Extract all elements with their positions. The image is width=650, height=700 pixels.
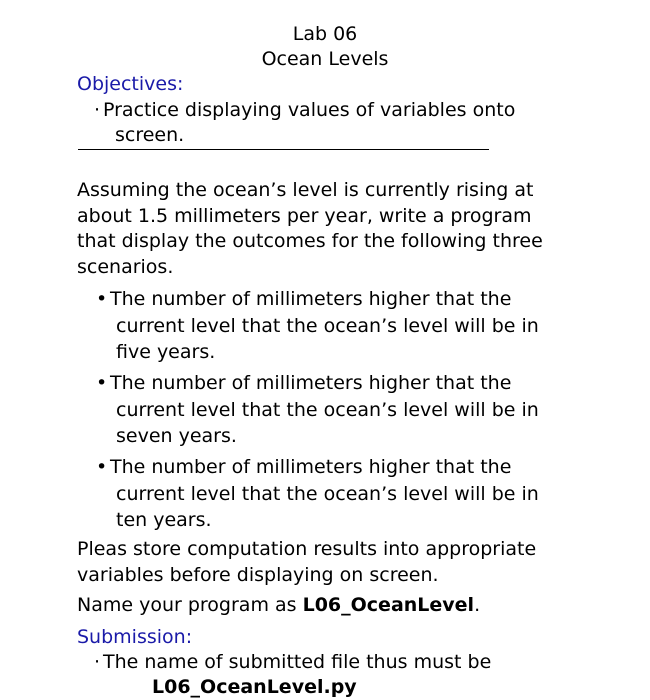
submission-heading: Submission: [77,626,193,648]
objectives-heading: Objectives: [77,73,184,95]
section-divider [78,149,489,150]
lab-number-title: Lab 06 [292,23,358,45]
program-name-prefix: Name your program as [77,594,303,616]
objective-text-line-2: screen. [115,124,185,146]
intro-line-1: Assuming the ocean’s level is currently rising at [77,179,534,201]
scenario-line-3: ten years. [116,509,212,531]
objective-text-line-1: Practice displaying values of variables onto [103,99,516,121]
scenario-line-2: current level that the ocean’s level will be in [116,399,539,421]
program-name-filename: L06_OceanLevel [302,594,475,616]
objective-bullet: · [94,99,101,121]
program-name-suffix: . [474,594,481,616]
scenario-line-2: current level that the ocean’s level will be in [116,483,539,505]
intro-line-4: scenarios. [77,256,174,279]
scenario-bullet: • [96,372,108,394]
scenario-bullet: • [96,456,108,478]
submission-filename: L06_OceanLevel.py [152,676,357,698]
store-note-line-1: Pleas store computation results into appropriate [77,538,537,560]
submission-text: The name of submitted file thus must be [103,651,492,673]
scenario-line-2: current level that the ocean’s level will be in [116,315,539,337]
scenario-line-3: seven years. [116,425,237,447]
lab-topic-title: Ocean Levels [261,48,389,70]
scenario-line-3: five years. [116,341,216,363]
store-note-line-2: variables before displaying on screen. [77,563,439,586]
store-note-paragraph [77,537,536,588]
scenario-line-1: The number of millimeters higher that the [110,288,512,310]
program-name-instruction [77,593,480,619]
intro-line-3: that display the outcomes for the following three [77,230,543,253]
intro-paragraph [77,178,543,281]
intro-line-2: about 1.5 millimeters per year, write a program [77,204,532,227]
scenario-line-1: The number of millimeters higher that the [110,456,512,478]
scenario-bullet: • [96,288,108,310]
submission-bullet: · [94,651,101,673]
scenario-line-1: The number of millimeters higher that the [110,372,512,394]
